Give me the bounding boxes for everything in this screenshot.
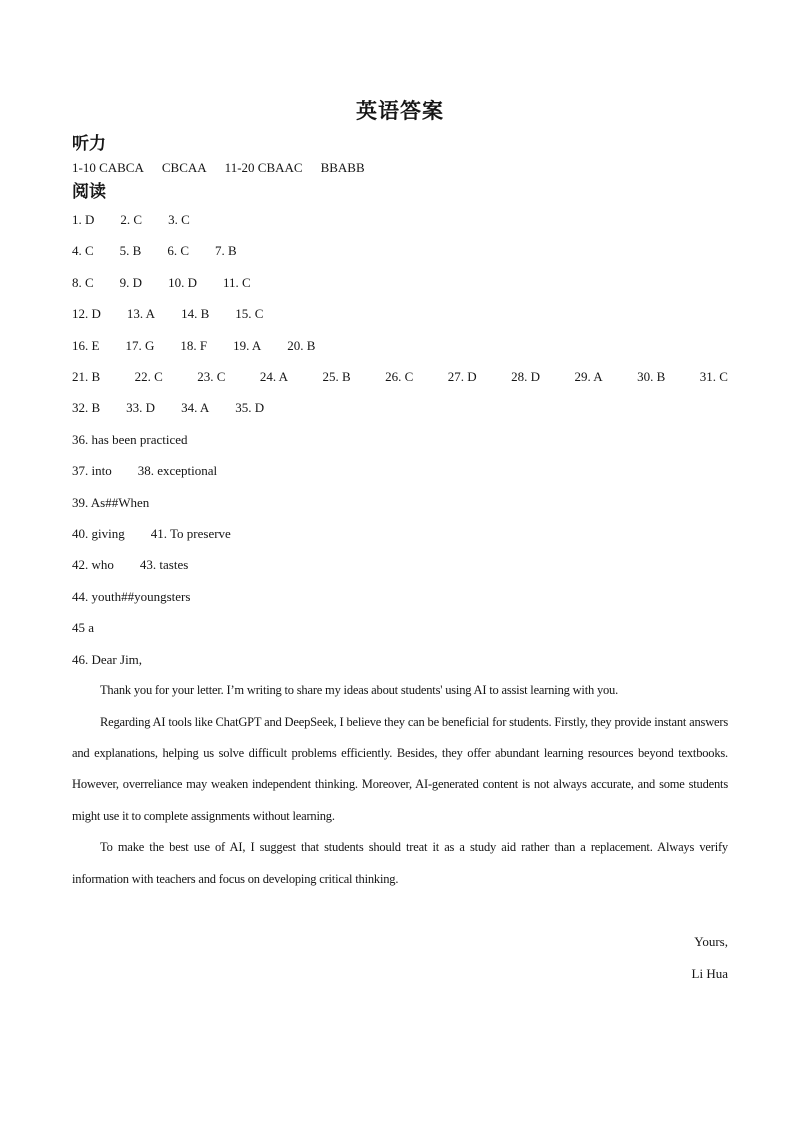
answer-item: 36. has been practiced	[72, 431, 188, 447]
answer-item: 15. C	[235, 306, 264, 322]
answer-item: 14. B	[181, 306, 210, 322]
answer-item: 21. B	[72, 369, 101, 385]
answer-item: 26. C	[385, 369, 414, 385]
reading-answer-row	[72, 235, 728, 266]
listening-answers-part: BBABB	[320, 160, 365, 175]
letter-body	[72, 675, 728, 895]
answer-item: 2. C	[120, 212, 143, 227]
answer-item: 28. D	[511, 369, 540, 385]
page-title: 英语答案	[356, 99, 444, 123]
answer-item: 5. B	[119, 243, 142, 259]
answer-item: 18. F	[180, 337, 208, 353]
answer-item: 11. C	[222, 274, 251, 290]
listening-answers-part: 1-10 CABCA	[72, 160, 144, 175]
letter-paragraph: Thank you for your letter. I’m writing to share my ideas about students' using AI to assist learning with you.	[100, 683, 619, 698]
answer-item: 16. E	[72, 337, 100, 353]
listening-answers-line	[72, 156, 728, 180]
answer-item: 41. To preserve	[150, 526, 231, 542]
language-use-answer-row	[72, 581, 728, 612]
reading-answer-row	[72, 204, 728, 235]
answer-item: 43. tastes	[139, 557, 189, 573]
letter-paragraph: To make the best use of AI, I suggest that students should treat it as a study aid rather than a replacement. Always verify information with teachers and focus on developing critical thinking.	[72, 840, 728, 886]
reading-section-heading: 阅读	[72, 182, 106, 201]
answer-item: 37. into	[72, 463, 112, 479]
answer-item: 34. A	[181, 400, 210, 416]
letter-paragraph: Regarding AI tools like ChatGPT and DeepSeek, I believe they can be beneficial for students. Firstly, they provide instant answers and explanations, helping us solve difficult problems efficiently. Besides, they offer abundant learning resources beyond textbooks. However, overreliance may weaken independent thinking. Moreover, AI-generated content is not always accurate, and some students might use it to complete assignments without learning.	[72, 714, 728, 823]
answer-item: 8. C	[72, 274, 94, 290]
language-use-answer-row	[72, 549, 728, 580]
answer-item: 40. giving	[72, 526, 125, 542]
answer-item: 12. D	[72, 306, 101, 322]
listening-answers-part: 11-20 CBAAC	[224, 160, 303, 175]
language-use-answer-row	[72, 455, 728, 486]
answer-item: 42. who	[72, 557, 114, 573]
answer-item: 29. A	[574, 369, 603, 385]
language-use-answer-row	[72, 612, 728, 643]
answer-item: 7. B	[215, 243, 237, 259]
answer-item: 6. C	[167, 243, 190, 259]
answer-item: 17. G	[125, 337, 155, 353]
listening-answers-part: CBCAA	[161, 160, 207, 175]
answer-item: 35. D	[235, 400, 265, 416]
reading-answer-row	[72, 267, 728, 298]
answer-item: 23. C	[197, 369, 226, 385]
language-use-answer-row	[72, 487, 728, 518]
answer-item: 31. C	[699, 369, 728, 385]
answer-item: 22. C	[134, 369, 163, 385]
reading-answer-row	[72, 392, 728, 423]
answer-item: 24. A	[259, 369, 289, 385]
answer-item: 39. As##When	[72, 494, 150, 510]
language-use-answer-row	[72, 518, 728, 549]
answer-item: 27. D	[447, 369, 477, 385]
answer-item: 10. D	[168, 274, 197, 290]
answer-item: 32. B	[72, 400, 101, 416]
letter-closing: Yours,	[694, 934, 728, 950]
letter-salutation: 46. Dear Jim,	[72, 651, 143, 667]
answer-item: 25. B	[322, 369, 351, 385]
answer-item: 45 a	[72, 620, 95, 636]
answer-item: 4. C	[72, 243, 94, 259]
reading-answer-row	[72, 361, 728, 392]
answer-item: 30. B	[637, 369, 666, 385]
letter-closing-block	[72, 926, 728, 989]
answer-item: 9. D	[119, 274, 143, 290]
letter-signature: Li Hua	[691, 965, 728, 981]
answer-item: 13. A	[126, 306, 156, 322]
listening-section-heading: 听力	[72, 134, 106, 153]
answer-item: 1. D	[72, 212, 95, 227]
reading-answer-row	[72, 330, 728, 361]
answer-item: 20. B	[287, 337, 316, 353]
answer-item: 3. C	[168, 212, 190, 227]
reading-answer-row	[72, 298, 728, 329]
answer-item: 33. D	[126, 400, 156, 416]
answer-item: 19. A	[233, 337, 262, 353]
language-use-answer-row	[72, 424, 728, 455]
answer-item: 44. youth##youngsters	[72, 588, 191, 604]
answer-item: 38. exceptional	[137, 463, 218, 479]
